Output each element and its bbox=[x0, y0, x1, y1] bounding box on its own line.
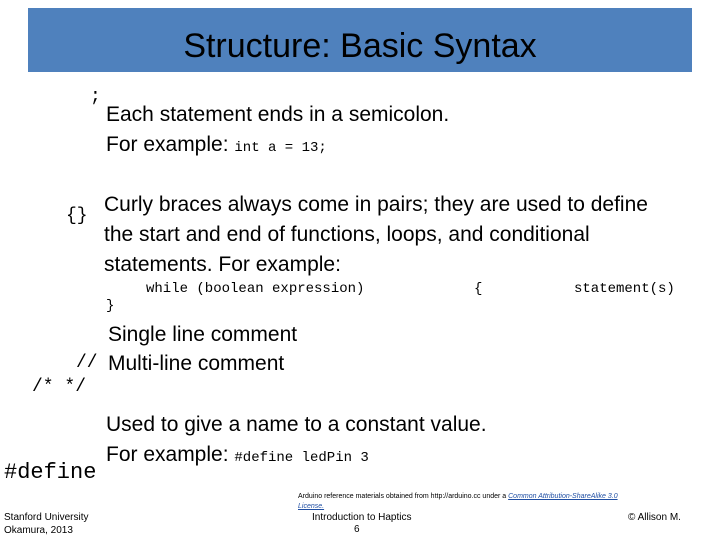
footer-page-number: 6 bbox=[354, 524, 360, 535]
footer-course: Introduction to Haptics bbox=[312, 512, 412, 523]
footer-author-year: Okamura, 2013 bbox=[4, 525, 73, 536]
multi-line-comment-label: Multi-line comment bbox=[108, 352, 285, 375]
define-example-code: #define ledPin 3 bbox=[234, 450, 369, 466]
braces-code-statement: statement(s) bbox=[574, 281, 675, 297]
braces-line-2: the start and end of functions, loops, and conditional bbox=[104, 223, 590, 246]
footer-copyright: © Allison M. bbox=[628, 512, 681, 523]
footer-attribution-text: Arduino reference materials obtained from http://arduino.cc under a bbox=[298, 493, 507, 500]
footer-institution: Stanford University bbox=[4, 512, 89, 523]
braces-code-while: while (boolean expression) bbox=[146, 281, 365, 297]
semicolon-example-prefix: For example: bbox=[106, 133, 229, 156]
single-line-comment-label: Single line comment bbox=[108, 323, 298, 346]
braces-line-1: Curly braces always come in pairs; they are used to define bbox=[104, 193, 648, 216]
define-example bbox=[106, 440, 369, 473]
footer-license-word-line bbox=[298, 502, 324, 511]
slide-title: Structure: Basic Syntax bbox=[183, 27, 537, 65]
footer-license-word[interactable]: License. bbox=[298, 503, 325, 510]
braces-code-close: } bbox=[106, 298, 115, 314]
semicolon-example bbox=[106, 130, 327, 163]
define-symbol: #define bbox=[4, 460, 97, 485]
single-line-comment-symbol: // bbox=[76, 353, 98, 373]
braces-line-3: statements. For example: bbox=[104, 253, 341, 276]
footer-license-link[interactable]: Common Attribution-ShareAlike 3.0 bbox=[508, 493, 618, 500]
define-description: Used to give a name to a constant value. bbox=[106, 413, 487, 436]
define-example-prefix: For example: bbox=[106, 443, 229, 466]
footer-attribution bbox=[298, 492, 618, 501]
braces-symbol: {} bbox=[66, 206, 88, 226]
multi-line-comment-symbol: /* */ bbox=[32, 377, 87, 397]
semicolon-description: Each statement ends in a semicolon. bbox=[106, 103, 450, 126]
braces-code-open: { bbox=[474, 281, 483, 297]
semicolon-example-code: int a = 13; bbox=[234, 140, 327, 156]
semicolon-symbol: ; bbox=[90, 87, 101, 107]
